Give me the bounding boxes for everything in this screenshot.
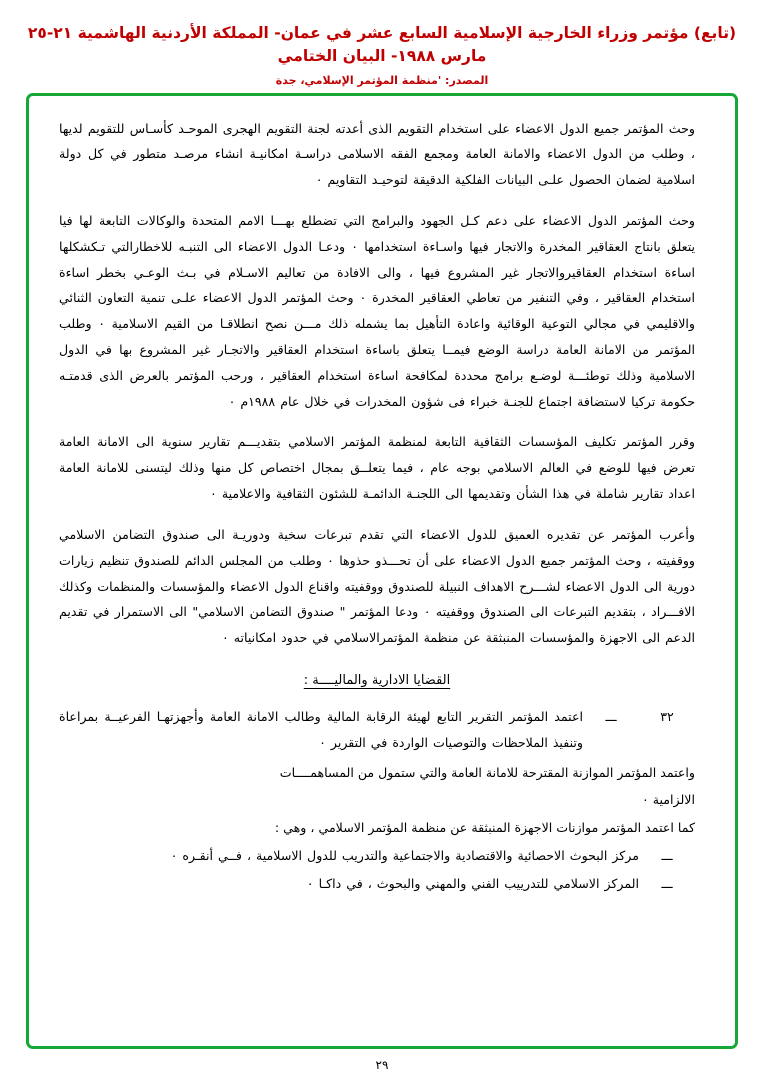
- sub-item-text: المركز الاسلامي للتدرييب الفني والمهني والبحوث ، في داكـا ٠: [306, 875, 639, 891]
- item-number: ٣٢: [660, 708, 674, 724]
- item-text: اعتمد المؤتمر التقرير التابع لهيئة الرقابة المالية وطالب الامانة العامة وأجهزتهـا الفرعيــة بمراعاة وتنفيذ الملاحظات والتوصيات الواردة في التقرير ٠: [59, 708, 583, 750]
- paragraph-1: وحث المؤتمر جميع الدول الاعضاء على استخدام التقويم الذى أعدته لجنة التقويم الهجرى الموحـد كأسـاس للتقويم لديها ، وطلب من الدول الاعضاء والامانة العامة ومجمع الفقه الاسلامى دراسـة امكانيـة انشاء مرصـد متطور في كل دولة اسلامية لضمان الحصول علـى البيانات الفلكية الدقيقة لتوحيـد التقاويم ٠: [59, 120, 695, 188]
- page-title: (تابع) مؤتمر وزراء الخارجية الإسلامية السابع عشر في عمان- المملكة الأردنية الهاشمية ٢١-٢٥ مارس ١٩٨٨- البيان الختامي: [27, 24, 737, 66]
- sub-item-dash: ـــ: [661, 848, 673, 863]
- document-header: [26, 22, 738, 87]
- section-heading: القضايا الادارية والماليــــة :: [303, 672, 451, 688]
- page-number: ٢٩: [375, 1058, 389, 1072]
- sub-item-2: [59, 871, 695, 897]
- continuation-line-3: كما اعتمد المؤتمر موازنات الاجهزة المنبثقة عن منظمة المؤتمر الاسلامي ، وهي :: [274, 820, 695, 836]
- source-line: المصدر: 'منظمة المؤتمر الإسلامي، جدة: [275, 73, 489, 87]
- numbered-item-32: [59, 704, 695, 756]
- content-frame: [26, 93, 738, 1050]
- continuation-line-2: الالزامية ٠: [641, 792, 695, 808]
- paragraph-4: وأعرب المؤتمر عن تقديره العميق للدول الاعضاء التي تقدم تبرعات سخية ودوريـة الى صندوق التضامن الاسلامي ووقفيته ، وحث المؤتمر جميع الدول الاعضاء على أن تحـــذو حذوها ٠ وطلب من المجلس الدائم للصندوق تنظيم زيارات دورية الى الدول الاعضاء لشـــرح الاهداف النبيلة للصندوق ووقفيته واقناع الدول الاعضاء والمؤسسات والمنظمات وكذلك الافـــراد ، بتقديم التبرعات الى الصندوق ووقفيته ٠ ودعا المؤتمر " صندوق التضامن الاسلامي" الى الاستمرار في تقديم الدعم الى الاجهزة والمؤسسات المنبثقة عن منظمة المؤتمرالاسلامي في حدود امكانياته ٠: [59, 526, 695, 646]
- paragraph-3: وقرر المؤتمر تكليف المؤسسات الثقافية التابعة لمنظمة المؤتمر الاسلامي بتقديـــم تقارير سنوية الى الامانة العامة تعرض فيها للوضع في العالم الاسلامي بوجه عام ، فيما يتعلــق بمجال اختصاص كل منها وذلك ليتسنى للامانة العامة اعداد تقارير شاملة في هذا الشأن وتقديمها الى اللجنـة الدائمـة للشئون الثقافية والاعلامية ٠: [59, 434, 695, 502]
- continuation-line-1: واعتمد المؤتمر الموازنة المقترحة للامانة العامة والتي ستمول من المساهمــــات: [279, 764, 695, 780]
- sub-item-text: مركز البحوث الاحصائية والاقتصادية والاجتماعية والتدريب للدول الاسلامية ، فــي أنقـره ٠: [170, 848, 639, 863]
- paragraph-2: وحث المؤتمر الدول الاعضاء على دعم كـل الجهود والبرامج التي تضطلع بهـــا الامم المتحدة والوكالات التابعة لها فيا يتعلق بانتاج العقاقير المخدرة والاتجار فيها واسـاءة استخدامها ٠ ودعـا الدول الاعضاء الى التنبـه للاخطارالتي تـكشكلها اساءة استخدام العقاقيروالاتجار غير المشروع فيها ، والى الافادة من تعاليم الاسـلام في بـث الوعـي بخطر اساءة استخدام العقاقير ، وفي التنفير من تعاطي العقاقير المخدرة ٠ وحث المؤتمر الدول الاعضاء علـى تنمية التعاون الثنائي والاقليمي في مجالي التوعية الوقائية واعادة التأهيل بما يشمله ذلك مـــن نصح انطلاقـا من القيم الاسلامية ٠ وطلب المؤتمر من الامانة العامة دراسة الوضع فيمــا يتعلق باساءة استخدام العقاقير والاتجـار غير المشروع بها في الدول الاسلامية وذلك توطئـــة لوضـع برامج محددة لمكافحة اساءة استخدام العقاقير ، ورحب المؤتمر بالعرض الذى قدمتـه حكومة تركيا لاستضافة اجتماع للجنـة خبراء فى شؤون المخدرات في خلال عام ١٩٨٨م ٠: [59, 212, 695, 409]
- sub-item-1: [59, 843, 695, 869]
- item-dash: ـــ: [605, 708, 617, 724]
- sub-item-dash: ـــ: [661, 875, 673, 891]
